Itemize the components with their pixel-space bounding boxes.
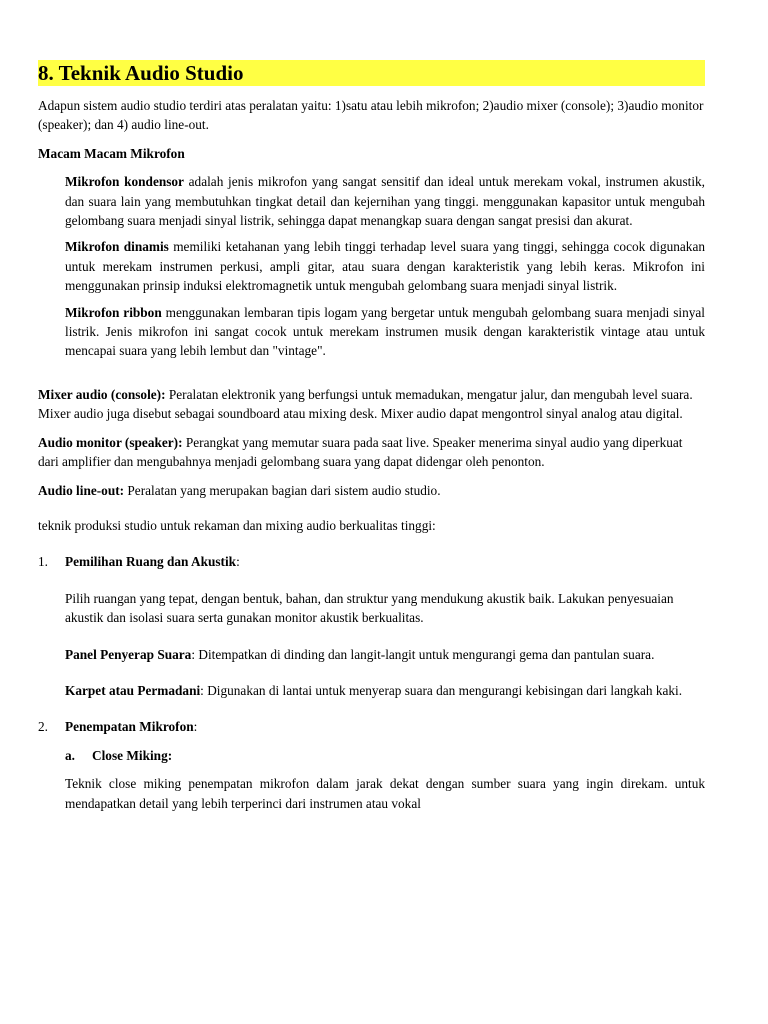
mic-condenser-text: adalah jenis mikrofon yang sangat sensitif dan ideal untuk merekam vokal, instrumen akustik, dan suara lain yang membutuhkan tingkat detail dan kejernihan yang tinggi. menggunakan kapasitor untuk mengubah gelombang suara menjadi sinyal listrik, sehingga dapat menangkap suara dengan sangat presisi dan akurat. [65,174,705,229]
step1-heading [38,552,705,571]
monitor-paragraph [38,433,705,472]
step1-colon: : [236,554,240,570]
step2-sub-title: Close Miking: [92,747,173,763]
step2-sub-number: a. [65,747,75,763]
carpet-term: Karpet atau Permadani [65,682,201,698]
step2-colon: : [193,719,198,735]
section-heading: 8. Teknik Audio Studio [38,60,705,86]
step1-text: Pilih ruangan yang tepat, dengan bentuk, bahan, dan struktur yang mendukung akustik baik. Lakukan penyesuaian akustik dan isolasi suara serta gunakan monitor akustik berkualitas. [65,590,674,626]
mic-dynamic-term: Mikrofon dinamis [65,239,169,255]
mic-dynamic-paragraph [65,237,705,295]
mic-dynamic-text: memiliki ketahanan yang lebih tinggi terhadap level suara yang tinggi, sehingga cocok digunakan untuk merekam instrumen perkusi, ampli gitar, atau suara dengan karakteristik yang lebih keras. Mikrofon ini menggunakan prinsip induksi elektromagnetik untuk mengubah gelombang suara menjadi sinyal listrik. [65,239,706,294]
step2-heading [38,717,705,736]
lineout-term: Audio line-out: [38,482,125,498]
carpet-paragraph [65,681,705,700]
carpet-text: : Digunakan di lantai untuk menyerap suara dan mengurangi kebisingan dari langkah kaki. [200,682,683,698]
document-page [38,60,705,820]
mic-ribbon-text: menggunakan lembaran tipis logam yang bergetar untuk mengubah gelombang suara menjadi sinyal listrik. Jenis mikrofon ini sangat cocok untuk merekam instrumen musik dengan karakteristik vintage atau untuk mencapai suara yang lebih lembut dan "vintage". [65,304,705,359]
mic-condenser-paragraph [65,172,705,230]
lineout-text: Peralatan yang merupakan bagian dari sistem audio studio. [124,482,441,498]
mixer-text: Peralatan elektronik yang berfungsi untuk memadukan, mengatur jalur, dan mengubah level suara. Mixer audio juga disebut sebagai soundboard atau mixing desk. Mixer audio dapat mengontrol sinyal analog atau digital. [38,386,693,422]
intro-paragraph: Adapun sistem audio studio terdiri atas peralatan yaitu: 1)satu atau lebih mikrofon; 2)audio mixer (console); 3)audio monitor (speaker); dan 4) audio line-out. [38,98,704,133]
step2-title: Penempatan Mikrofon [65,719,194,735]
panel-text: : Ditempatkan di dinding dan langit-langit untuk mengurangi gema dan pantulan suara. [191,646,655,662]
mixer-term: Mixer audio (console): [38,386,166,402]
step2-number: 2. [38,719,48,735]
panel-paragraph [65,645,705,664]
mic-ribbon-paragraph [65,303,705,361]
step2-sub-text: Teknik close miking penempatan mikrofon dalam jarak dekat dengan sumber suara yang ingin direkam. untuk mendapatkan detail yang lebih terperinci dari instrumen atau vokal [65,776,705,811]
mic-ribbon-term: Mikrofon ribbon [65,304,162,320]
spacer [38,368,705,385]
mic-condenser-term: Mikrofon kondensor [65,174,184,190]
mixer-paragraph [38,385,705,424]
techniques-intro: teknik produksi studio untuk rekaman dan mixing audio berkualitas tinggi: [38,517,436,533]
mic-section-title: Macam Macam Mikrofon [38,145,185,161]
monitor-term: Audio monitor (speaker): [38,434,183,450]
step2-sub-heading [65,746,705,765]
monitor-text: Perangkat yang memutar suara pada saat live. Speaker menerima sinyal audio yang diperkuat dari amplifier dan mengubahnya menjadi gelombang suara yang dapat didengar oleh penonton. [38,434,683,470]
step1-title: Pemilihan Ruang dan Akustik [65,554,237,570]
panel-term: Panel Penyerap Suara [65,646,192,662]
step1-number: 1. [38,554,48,570]
lineout-paragraph [38,481,705,500]
